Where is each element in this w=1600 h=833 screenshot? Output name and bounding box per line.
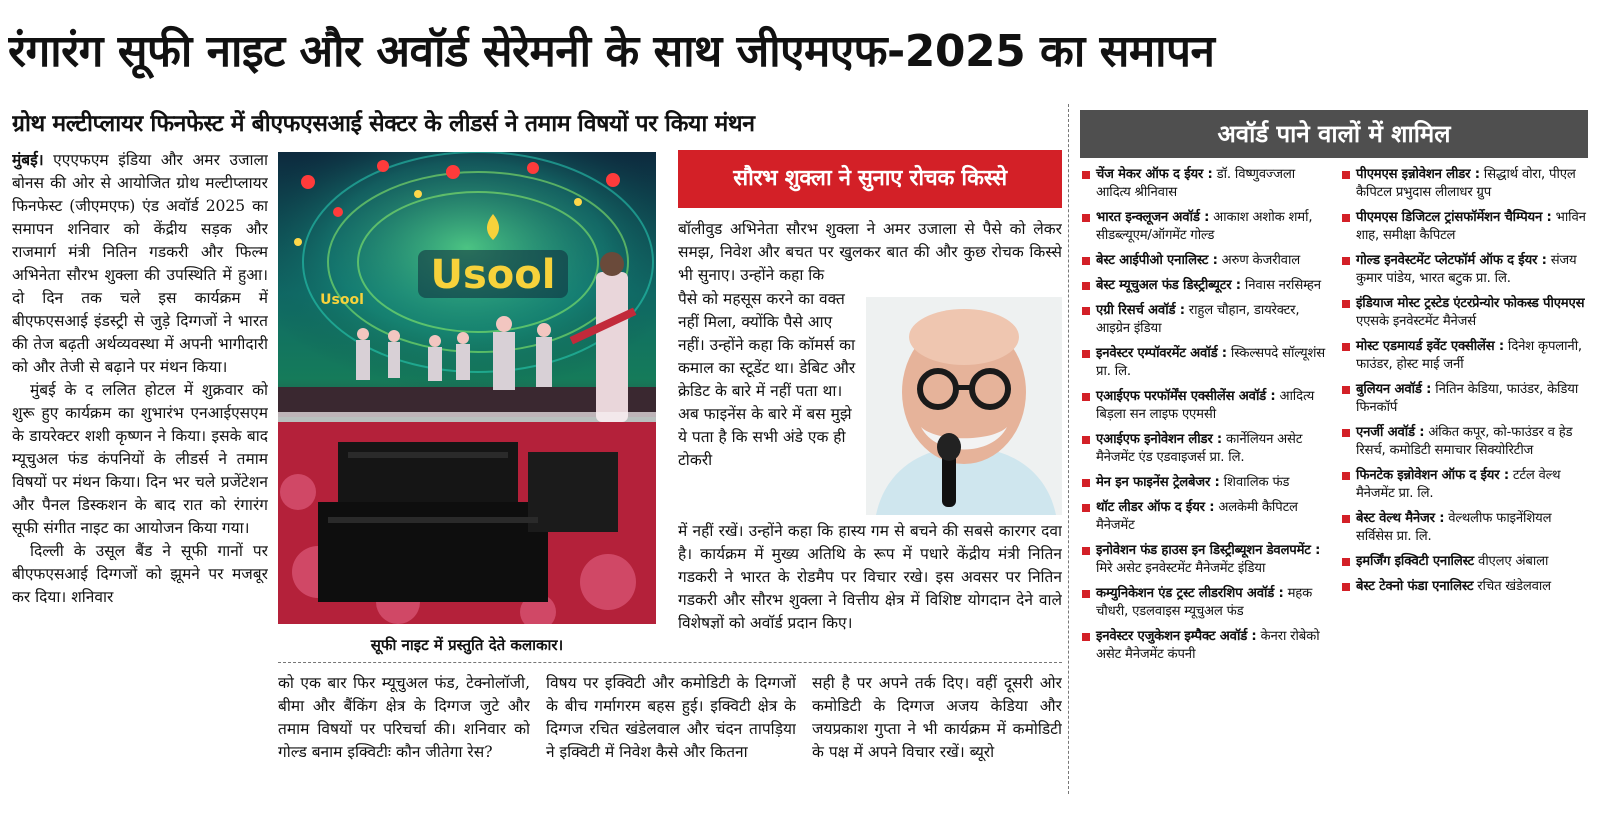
- paragraph-text: एएएफएम इंडिया और अमर उजाला बोनस की ओर से आयोजित ग्रोथ मल्टीप्लायर फिनफेस्ट (जीएमएफ) एंड अवॉर्ड 2025 का समापन शनिवार को केंद्रीय सड़क और राजमार्ग मंत्री नितिन गडकरी और फिल्म अभिनेता सौरभ शुक्ला की उपस्थिति में हुआ। दो दिन तक चले इस कार्यक्रम में बीएफएसआई इंडस्ट्री से जुड़े दिग्गजों ने भारत की तेज बढ़ती अर्थव्यवस्था में अपनी भागीदारी को और तेजी से बढ़ाने पर मंथन किया।: [12, 151, 268, 376]
- award-winner: राहुल चौहान, डायरेक्टर, आइग्रेन इंडिया: [1096, 303, 1300, 336]
- bullet-icon: [1082, 479, 1090, 487]
- award-winner: अलकेमी कैपिटल मैनेजमेंट: [1096, 500, 1298, 533]
- stage-logo-small: Usool: [320, 292, 364, 308]
- award-item: [1080, 431, 1328, 467]
- dateline: मुंबई।: [12, 150, 44, 169]
- bullet-icon: [1342, 214, 1350, 222]
- award-winner: स्किल्सपदे सॉल्यूशंस प्रा. लि.: [1096, 346, 1325, 379]
- award-winner: वीएलए अंबाला: [1478, 554, 1549, 569]
- award-winner: कार्नेलियन असेट मैनेजमेंट एंड एडवाइजर्स प्रा. लि.: [1096, 432, 1303, 465]
- paragraph: दिल्ली के उसूल बैंड ने सूफी गानों पर बीएफएसआई दिग्गजों को झूमने पर मजबूर कर दिया। शनिवार: [12, 542, 268, 606]
- bullet-icon: [1342, 343, 1350, 351]
- award-winner: शिवालिक फंड: [1223, 475, 1290, 490]
- award-item: [1340, 381, 1588, 417]
- award-item: [1340, 209, 1588, 245]
- award-item: [1080, 302, 1328, 338]
- bullet-icon: [1082, 436, 1090, 444]
- awards-list-left: [1080, 166, 1328, 671]
- award-item: [1080, 628, 1328, 664]
- award-item: [1340, 295, 1588, 331]
- subheadline: ग्रोथ मल्टीप्लायर फिनफेस्ट में बीएफएसआई सेक्टर के लीडर्स ने तमाम विषयों पर किया मंथन: [12, 111, 755, 137]
- award-name: इंडियाज मोस्ट ट्रस्टेड एंटरप्रेन्योर फोकस्ड पीएमएस: [1356, 296, 1585, 311]
- award-winner: रचित खंडेलवाल: [1477, 579, 1551, 594]
- award-name: मेन इन फाइनेंस ट्रेलबेजर :: [1096, 475, 1220, 490]
- award-name: बेस्ट म्यूचुअल फंड डिस्ट्रीब्यूटर :: [1096, 278, 1241, 293]
- award-item: [1340, 424, 1588, 460]
- award-name: एआईएफ परफॉर्मेंस एक्सीलेंस अवॉर्ड :: [1096, 389, 1276, 404]
- bullet-icon: [1342, 429, 1350, 437]
- award-item: [1340, 252, 1588, 288]
- article-column-4: [812, 672, 1062, 828]
- bullet-icon: [1342, 558, 1350, 566]
- award-item: [1080, 252, 1328, 270]
- award-name: इमर्जिंग इक्विटी एनालिस्ट: [1356, 554, 1474, 569]
- portrait-photo: [866, 297, 1062, 515]
- paragraph: को एक बार फिर म्यूचुअल फंड, टेक्नोलॉजी, बीमा और बैंकिंग क्षेत्र के दिग्गज जुटे और तमाम विषयों पर परिचर्चा की। शनिवार को गोल्ड बनाम इक्विटीः कौन जीतेगा रेस?: [278, 674, 530, 761]
- award-winner: निवास नरसिम्हन: [1244, 278, 1321, 293]
- awards-list-right: [1340, 166, 1588, 603]
- paragraph: बॉलीवुड अभिनेता सौरभ शुक्ला ने अमर उजाला से पैसे को लेकर समझ, निवेश और बचत पर खुलकर बात की और कुछ रोचक किस्से भी सुनाए। उन्होंने कहा कि: [678, 220, 1062, 284]
- bullet-icon: [1342, 583, 1350, 591]
- award-item: [1340, 578, 1588, 596]
- award-winner: टर्टल वेल्थ मैनेजमेंट प्रा. लि.: [1356, 468, 1561, 501]
- award-name: बेस्ट वेल्थ मैनेजर :: [1356, 511, 1445, 526]
- column-divider: [1068, 104, 1069, 794]
- award-winner: एएसके इनवेस्टमेंट मैनेजर्स: [1356, 314, 1476, 329]
- bullet-icon: [1342, 257, 1350, 265]
- award-item: [1080, 474, 1328, 492]
- award-winner: सिद्धार्थ वोरा, पीएल कैपिटल प्रभुदास लीलाधर ग्रुप: [1356, 167, 1576, 200]
- article-column-3: [546, 672, 796, 828]
- article-column-1: [12, 148, 268, 828]
- paragraph: विषय पर इक्विटी और कमोडिटी के दिग्गजों के बीच गर्मागरम बहस हुई। इक्विटी क्षेत्र के दिग्गज रचित खंडेलवाल और चंदन तापड़िया ने इक्विटी में निवेश कैसे और कितना: [546, 674, 796, 761]
- award-item: [1080, 542, 1328, 578]
- bullet-icon: [1342, 515, 1350, 523]
- award-item: [1340, 553, 1588, 571]
- award-winner: केनरा रोबेको असेट मैनेजमेंट कंपनी: [1096, 629, 1320, 662]
- awards-banner: अवॉर्ड पाने वालों में शामिल: [1080, 110, 1588, 158]
- award-winner: मिरे असेट इनवेस्टमेंट मैनेजमेंट इंडिया: [1096, 561, 1266, 576]
- award-name: पीएमएस इन्नोवेशन लीडर :: [1356, 167, 1480, 182]
- concert-scene: [278, 152, 656, 624]
- award-name: फिनटेक इन्नोवेशन ऑफ द ईयर :: [1356, 468, 1509, 483]
- bullet-icon: [1082, 171, 1090, 179]
- award-item: [1080, 209, 1328, 245]
- award-item: [1080, 585, 1328, 621]
- award-item: [1080, 499, 1328, 535]
- box-text-bottom: [678, 520, 1062, 658]
- section-divider: [278, 662, 1062, 663]
- bullet-icon: [1082, 307, 1090, 315]
- box-heading: सौरभ शुक्ला ने सुनाए रोचक किस्से: [678, 150, 1062, 208]
- award-winner: अरुण केजरीवाल: [1221, 253, 1300, 268]
- award-winner: अंकित कपूर, को-फाउंडर व हेड रिसर्च, कमोडिटी समाचार सिक्योरिटीज: [1356, 425, 1573, 458]
- award-winner: डॉ. विष्णुवज्जला आदित्य श्रीनिवास: [1096, 167, 1295, 200]
- award-item: [1080, 166, 1328, 202]
- box-text-side: [678, 288, 858, 518]
- award-item: [1340, 467, 1588, 503]
- award-winner: आकाश अशोक शर्मा, सीडब्ल्यूएम/ऑगमेंट गोल्ड: [1096, 210, 1313, 243]
- award-name: एग्री रिसर्च अवॉर्ड :: [1096, 303, 1185, 318]
- box-text-top: [678, 218, 1062, 288]
- bullet-icon: [1342, 386, 1350, 394]
- photo-caption: सूफी नाइट में प्रस्तुति देते कलाकार।: [370, 636, 564, 654]
- award-name: थॉट लीडर ऑफ द ईयर :: [1096, 500, 1215, 515]
- paragraph: सही है पर अपने तर्क दिए। वहीं दूसरी ओर कमोडिटी के दिग्गज अजय केडिया और जयप्रकाश गुप्ता ने भी कार्यक्रम में कमोडिटी के पक्ष में अपने विचार रखें। ब्यूरो: [812, 674, 1062, 761]
- article-column-2: [278, 672, 530, 828]
- headline: रंगारंग सूफी नाइट और अवॉर्ड सेरेमनी के साथ जीएमएफ-2025 का समापन: [8, 26, 1215, 77]
- bullet-icon: [1342, 300, 1350, 308]
- bullet-icon: [1082, 547, 1090, 555]
- award-item: [1340, 166, 1588, 202]
- bullet-icon: [1082, 257, 1090, 265]
- award-item: [1080, 345, 1328, 381]
- bullet-icon: [1342, 472, 1350, 480]
- award-winner: आदित्य बिड़ला सन लाइफ एएमसी: [1096, 389, 1315, 422]
- award-name: बुलियन अवॉर्ड :: [1356, 382, 1432, 397]
- award-name: इनोवेशन फंड हाउस इन डिस्ट्रीब्यूशन डेवलपमेंट :: [1096, 543, 1321, 558]
- bullet-icon: [1082, 350, 1090, 358]
- paragraph: में नहीं रखें। उन्होंने कहा कि हास्य गम से बचने की सबसे कारगर दवा है। कार्यक्रम में मुख्य अतिथि के रूप में पधारे केंद्रीय मंत्री नितिन गडकरी ने भारत के रोडमैप पर विचार रखे। इस अवसर पर नितिन गडकरी और सौरभ शुक्ला ने वित्तीय क्षेत्र में विशिष्ट योगदान देने वाले विशेषज्ञों को अवॉर्ड प्रदान किए।: [678, 522, 1062, 632]
- award-name: गोल्ड इनवेस्टमेंट प्लेटफॉर्म ऑफ द ईयर :: [1356, 253, 1547, 268]
- bullet-icon: [1082, 504, 1090, 512]
- award-winner: नितिन केडिया, फाउंडर, केडिया फिनकॉर्प: [1356, 382, 1579, 415]
- award-name: इनवेस्टर एजुकेशन इम्पैक्ट अवॉर्ड :: [1096, 629, 1257, 644]
- bullet-icon: [1082, 282, 1090, 290]
- award-name: बेस्ट आईपीओ एनालिस्ट :: [1096, 253, 1218, 268]
- award-item: [1340, 338, 1588, 374]
- award-item: [1080, 277, 1328, 295]
- award-winner: दिनेश कृपलानी, फाउंडर, होस्ट माई जर्नी: [1356, 339, 1582, 372]
- bullet-icon: [1082, 590, 1090, 598]
- paragraph: [12, 148, 268, 379]
- bullet-icon: [1342, 171, 1350, 179]
- bullet-icon: [1082, 633, 1090, 641]
- award-winner: भाविन शाह, समीक्षा कैपिटल: [1356, 210, 1586, 243]
- paragraph: पैसे को महसूस करने का वक्त नहीं मिला, क्योंकि पैसे आए नहीं। उन्होंने कहा कि कॉमर्स का कमाल का स्टूडेंट था। डेबिट और क्रेडिट के बारे में नहीं पता था। अब फाइनेंस के बारे में बस मुझे ये पता है कि सभी अंडे एक ही टोकरी: [678, 290, 856, 469]
- paragraph: मुंबई के द ललित होटल में शुक्रवार को शुरू हुए कार्यक्रम का शुभारंभ एनआईएसएम के डायरेक्टर शशी कृष्णन ने किया। इसके बाद म्यूचुअल फंड कंपनियों के लीडर्स ने तमाम विषयों पर मंथन किया। दिन भर चले प्रजेंटेशन और पैनल डिस्कशन के बाद रात को रंगारंग सूफी संगीत नाइट का आयोजन किया गया।: [12, 381, 268, 537]
- award-item: [1340, 510, 1588, 546]
- award-name: मोस्ट एडमायर्ड इवेंट एक्सीलेंस :: [1356, 339, 1504, 354]
- concert-photo: [278, 152, 656, 624]
- award-name: पीएमएस डिजिटल ट्रांसफॉर्मेशन चैम्पियन :: [1356, 210, 1552, 225]
- portrait-illustration: [866, 297, 1062, 515]
- stage-logo: Usool: [430, 252, 556, 298]
- award-name: इनवेस्टर एम्पॉवरमेंट अवॉर्ड :: [1096, 346, 1227, 361]
- award-name: बेस्ट टेक्नो फंडा एनालिस्ट: [1356, 579, 1474, 594]
- award-name: भारत इन्क्लूजन अवॉर्ड :: [1096, 210, 1210, 225]
- award-name: चेंज मेकर ऑफ द ईयर :: [1096, 167, 1213, 182]
- award-winner: संजय कुमार पांडेय, भारत बटुक प्रा. लि.: [1356, 253, 1577, 286]
- award-name: एनर्जी अवॉर्ड :: [1356, 425, 1425, 440]
- award-winner: वेल्थलीफ फाइनेंशियल सर्विसेस प्रा. लि.: [1356, 511, 1552, 544]
- award-name: कम्युनिकेशन एंड ट्रस्ट लीडरशिप अवॉर्ड :: [1096, 586, 1284, 601]
- bullet-icon: [1082, 393, 1090, 401]
- award-item: [1080, 388, 1328, 424]
- bullet-icon: [1082, 214, 1090, 222]
- award-name: एआईएफ इनोवेशन लीडर :: [1096, 432, 1222, 447]
- award-winner: महक चौधरी, एडलवाइस म्यूचुअल फंड: [1096, 586, 1312, 619]
